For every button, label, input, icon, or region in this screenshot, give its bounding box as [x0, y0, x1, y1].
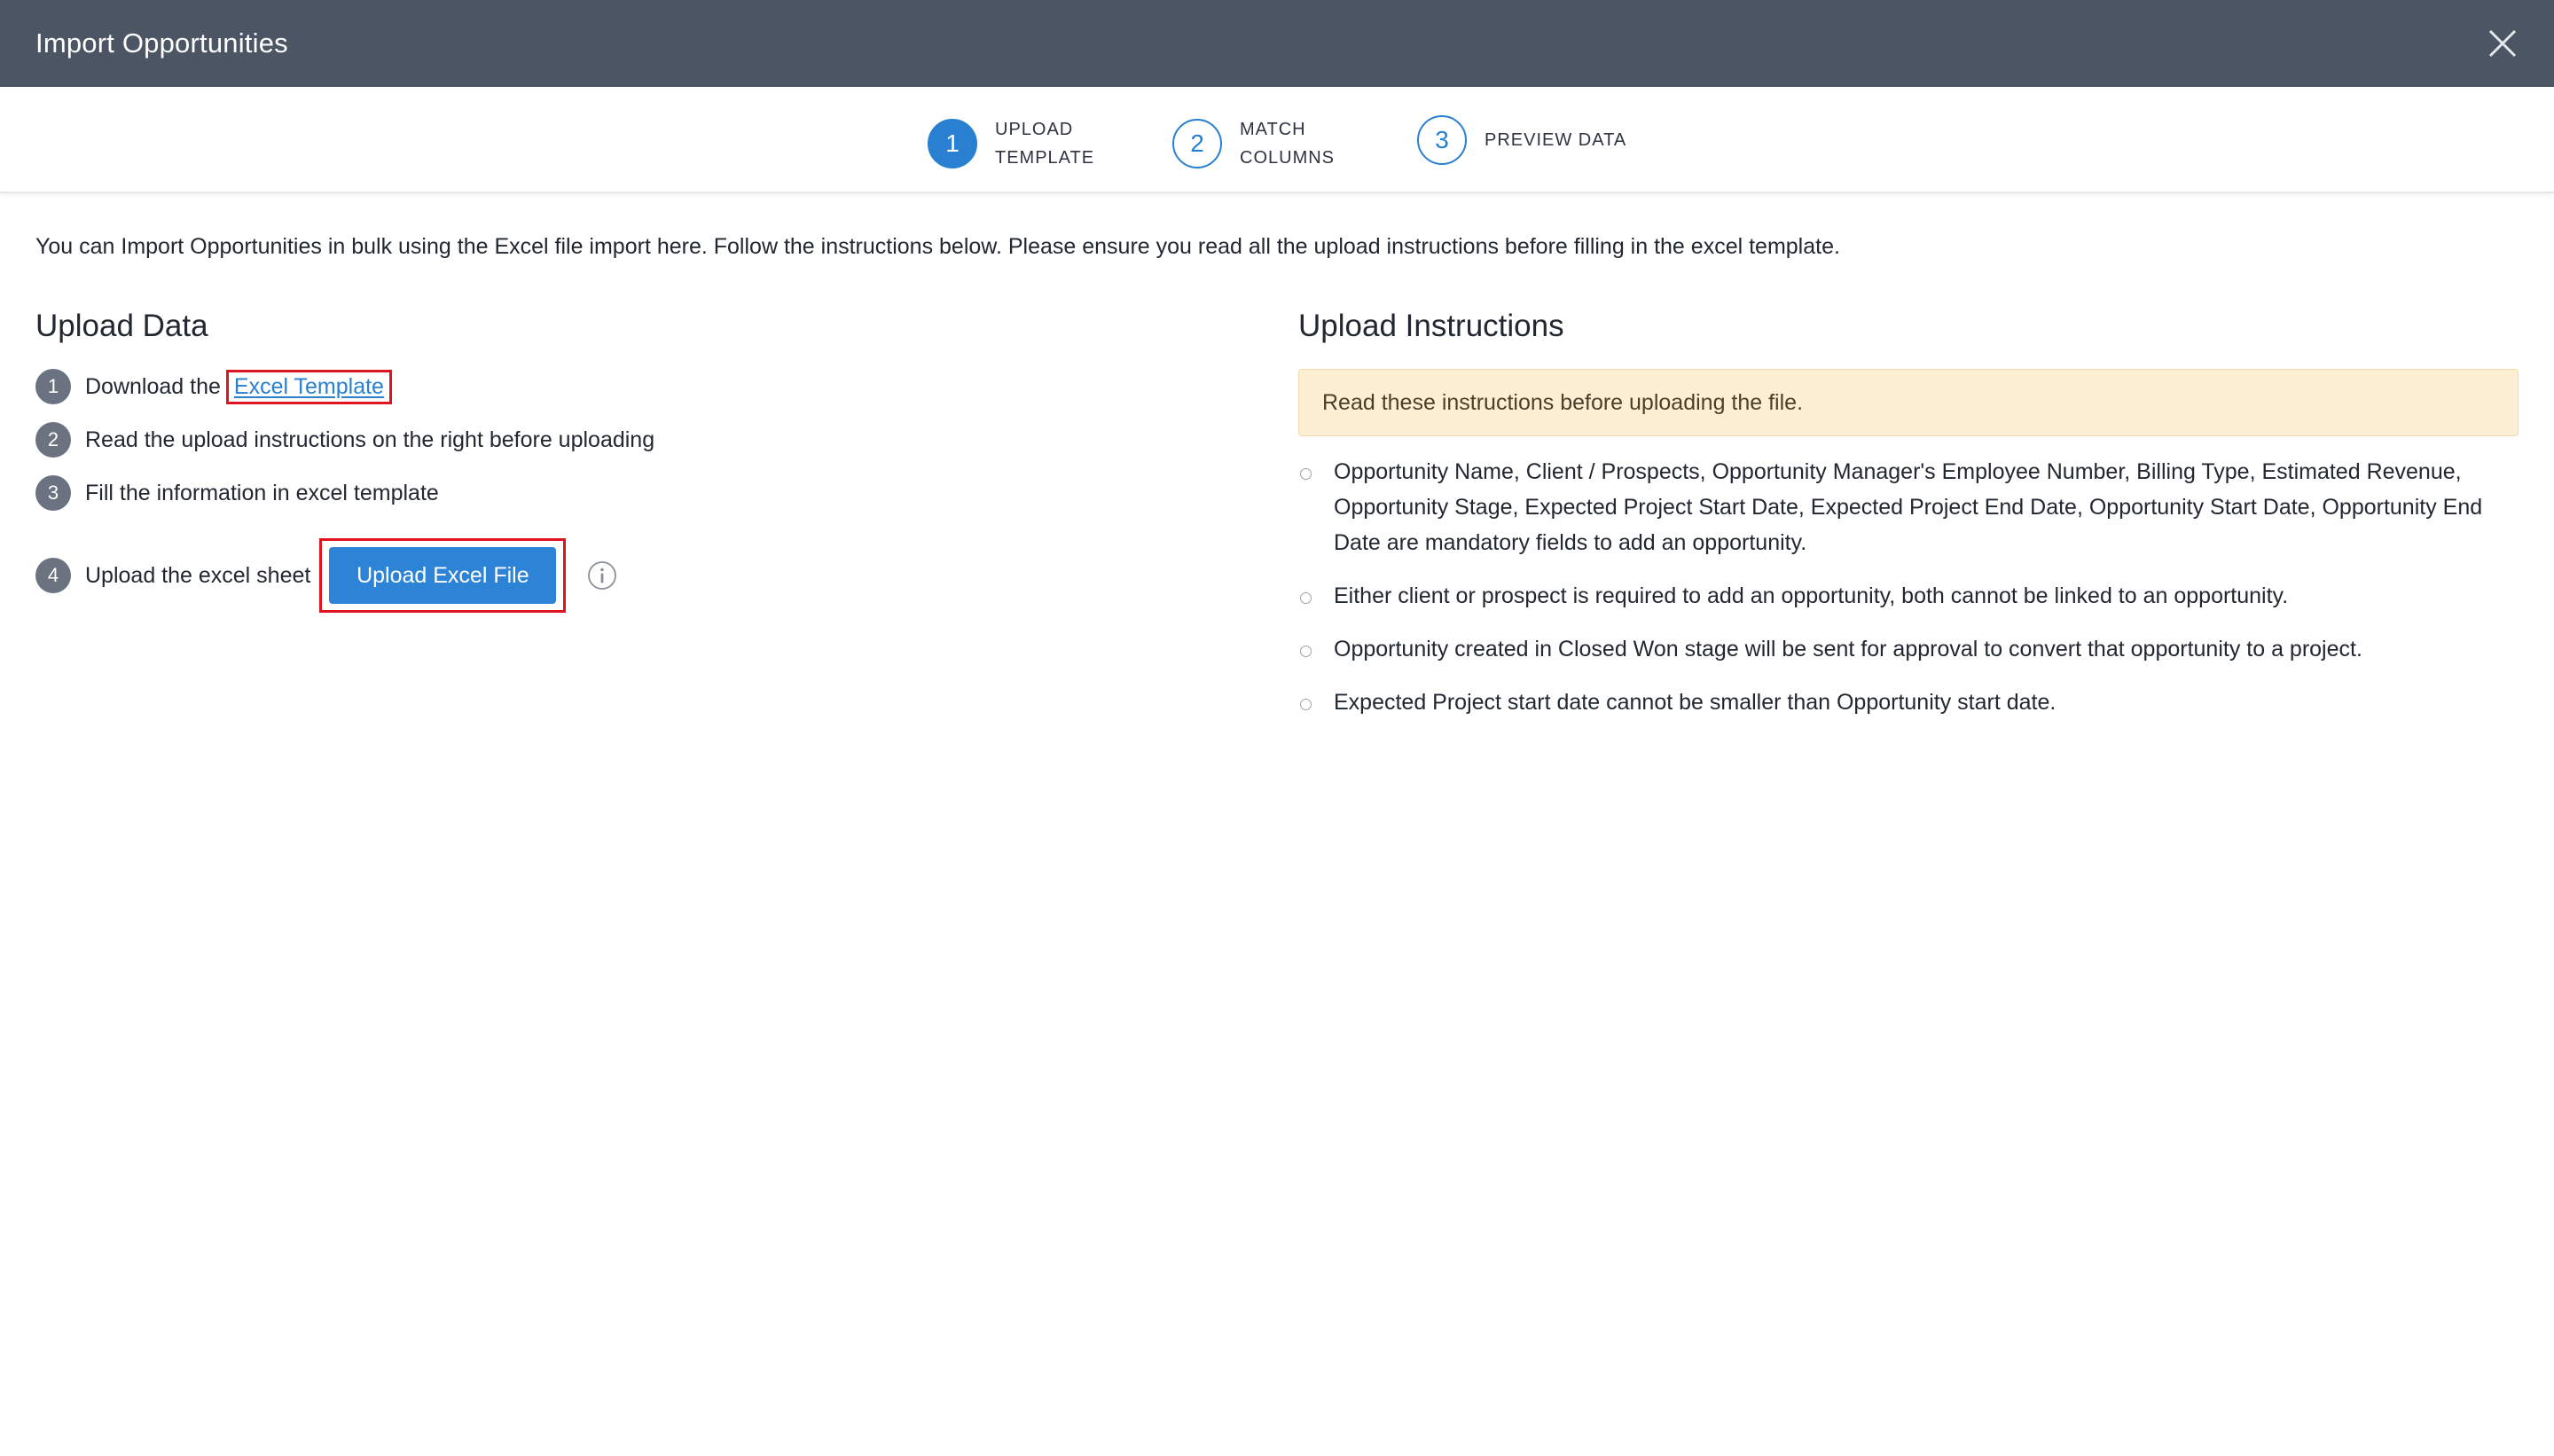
- step-text: Download the: [85, 373, 221, 399]
- circle-bullet-icon: [1300, 646, 1312, 657]
- upload-data-title: Upload Data: [35, 309, 208, 343]
- instruction-text: Expected Project start date cannot be smaller than Opportunity start date.: [1334, 690, 2057, 715]
- upload-step-download: [35, 369, 392, 404]
- intro-text: You can Import Opportunities in bulk using the Excel file import here. Follow the instructions below. Please ensure you read all the upload instructions before filling in the excel template.: [35, 234, 1840, 259]
- excel-template-highlight: [226, 370, 392, 404]
- step-label: UPLOAD TEMPLATE: [995, 120, 1095, 168]
- instruction-item: [1298, 685, 2519, 720]
- step-number-badge: 4: [35, 558, 71, 593]
- step-number-badge: 3: [35, 475, 71, 511]
- step-number-circle: 1: [928, 119, 977, 168]
- circle-bullet-icon: [1300, 592, 1312, 604]
- step-number-badge: 2: [35, 422, 71, 458]
- step-number-badge: 1: [35, 369, 71, 404]
- close-icon: [2485, 26, 2520, 61]
- modal-header: [0, 0, 2554, 87]
- modal-title: Import Opportunities: [35, 27, 288, 59]
- instruction-text: Opportunity Name, Client / Prospects, Opportunity Manager's Employee Number, Billing Type, Estimated Revenue, Opportunity Stage, Expected Project Start Date, Expected Project End Date, Opportunity Start Date, Opportunity End Date are mandatory fields to add an opportunity.: [1334, 459, 2483, 555]
- instruction-item: [1298, 631, 2519, 667]
- step-number-circle: 3: [1417, 115, 1467, 165]
- instruction-item: [1298, 578, 2519, 614]
- step-text: Fill the information in excel template: [85, 480, 439, 505]
- instruction-text: Opportunity created in Closed Won stage will be sent for approval to convert that opportunity to a project.: [1334, 637, 2362, 661]
- close-button[interactable]: [2485, 26, 2520, 61]
- excel-template-link[interactable]: Excel Template: [233, 373, 384, 399]
- step-label: MATCH COLUMNS: [1240, 120, 1336, 168]
- instructions-notice: Read these instructions before uploading the file.: [1298, 369, 2519, 436]
- step-text: Read the upload instructions on the right before uploading: [85, 427, 655, 452]
- upload-instructions-title: Upload Instructions: [1298, 309, 1564, 343]
- upload-step-upload: [35, 538, 617, 613]
- circle-bullet-icon: [1300, 468, 1312, 480]
- instruction-item: [1298, 454, 2519, 560]
- instruction-text: Either client or prospect is required to add an opportunity, both cannot be linked to an opportunity.: [1334, 583, 2289, 608]
- step-text: Upload the excel sheet: [85, 562, 311, 588]
- import-stepper: [0, 87, 2554, 193]
- upload-excel-file-button[interactable]: Upload Excel File: [329, 547, 556, 604]
- step-number-circle: 2: [1172, 119, 1222, 168]
- instructions-list: [1298, 454, 2519, 738]
- step-upload-template[interactable]: [928, 115, 1094, 172]
- step-match-columns[interactable]: [1172, 115, 1335, 172]
- circle-bullet-icon: [1300, 699, 1312, 710]
- step-label: PREVIEW DATA: [1485, 130, 1627, 150]
- upload-step-read: [35, 422, 654, 458]
- info-icon[interactable]: [587, 560, 617, 591]
- upload-button-highlight: [319, 538, 566, 613]
- step-preview-data[interactable]: [1417, 115, 1626, 165]
- upload-step-fill: [35, 475, 439, 511]
